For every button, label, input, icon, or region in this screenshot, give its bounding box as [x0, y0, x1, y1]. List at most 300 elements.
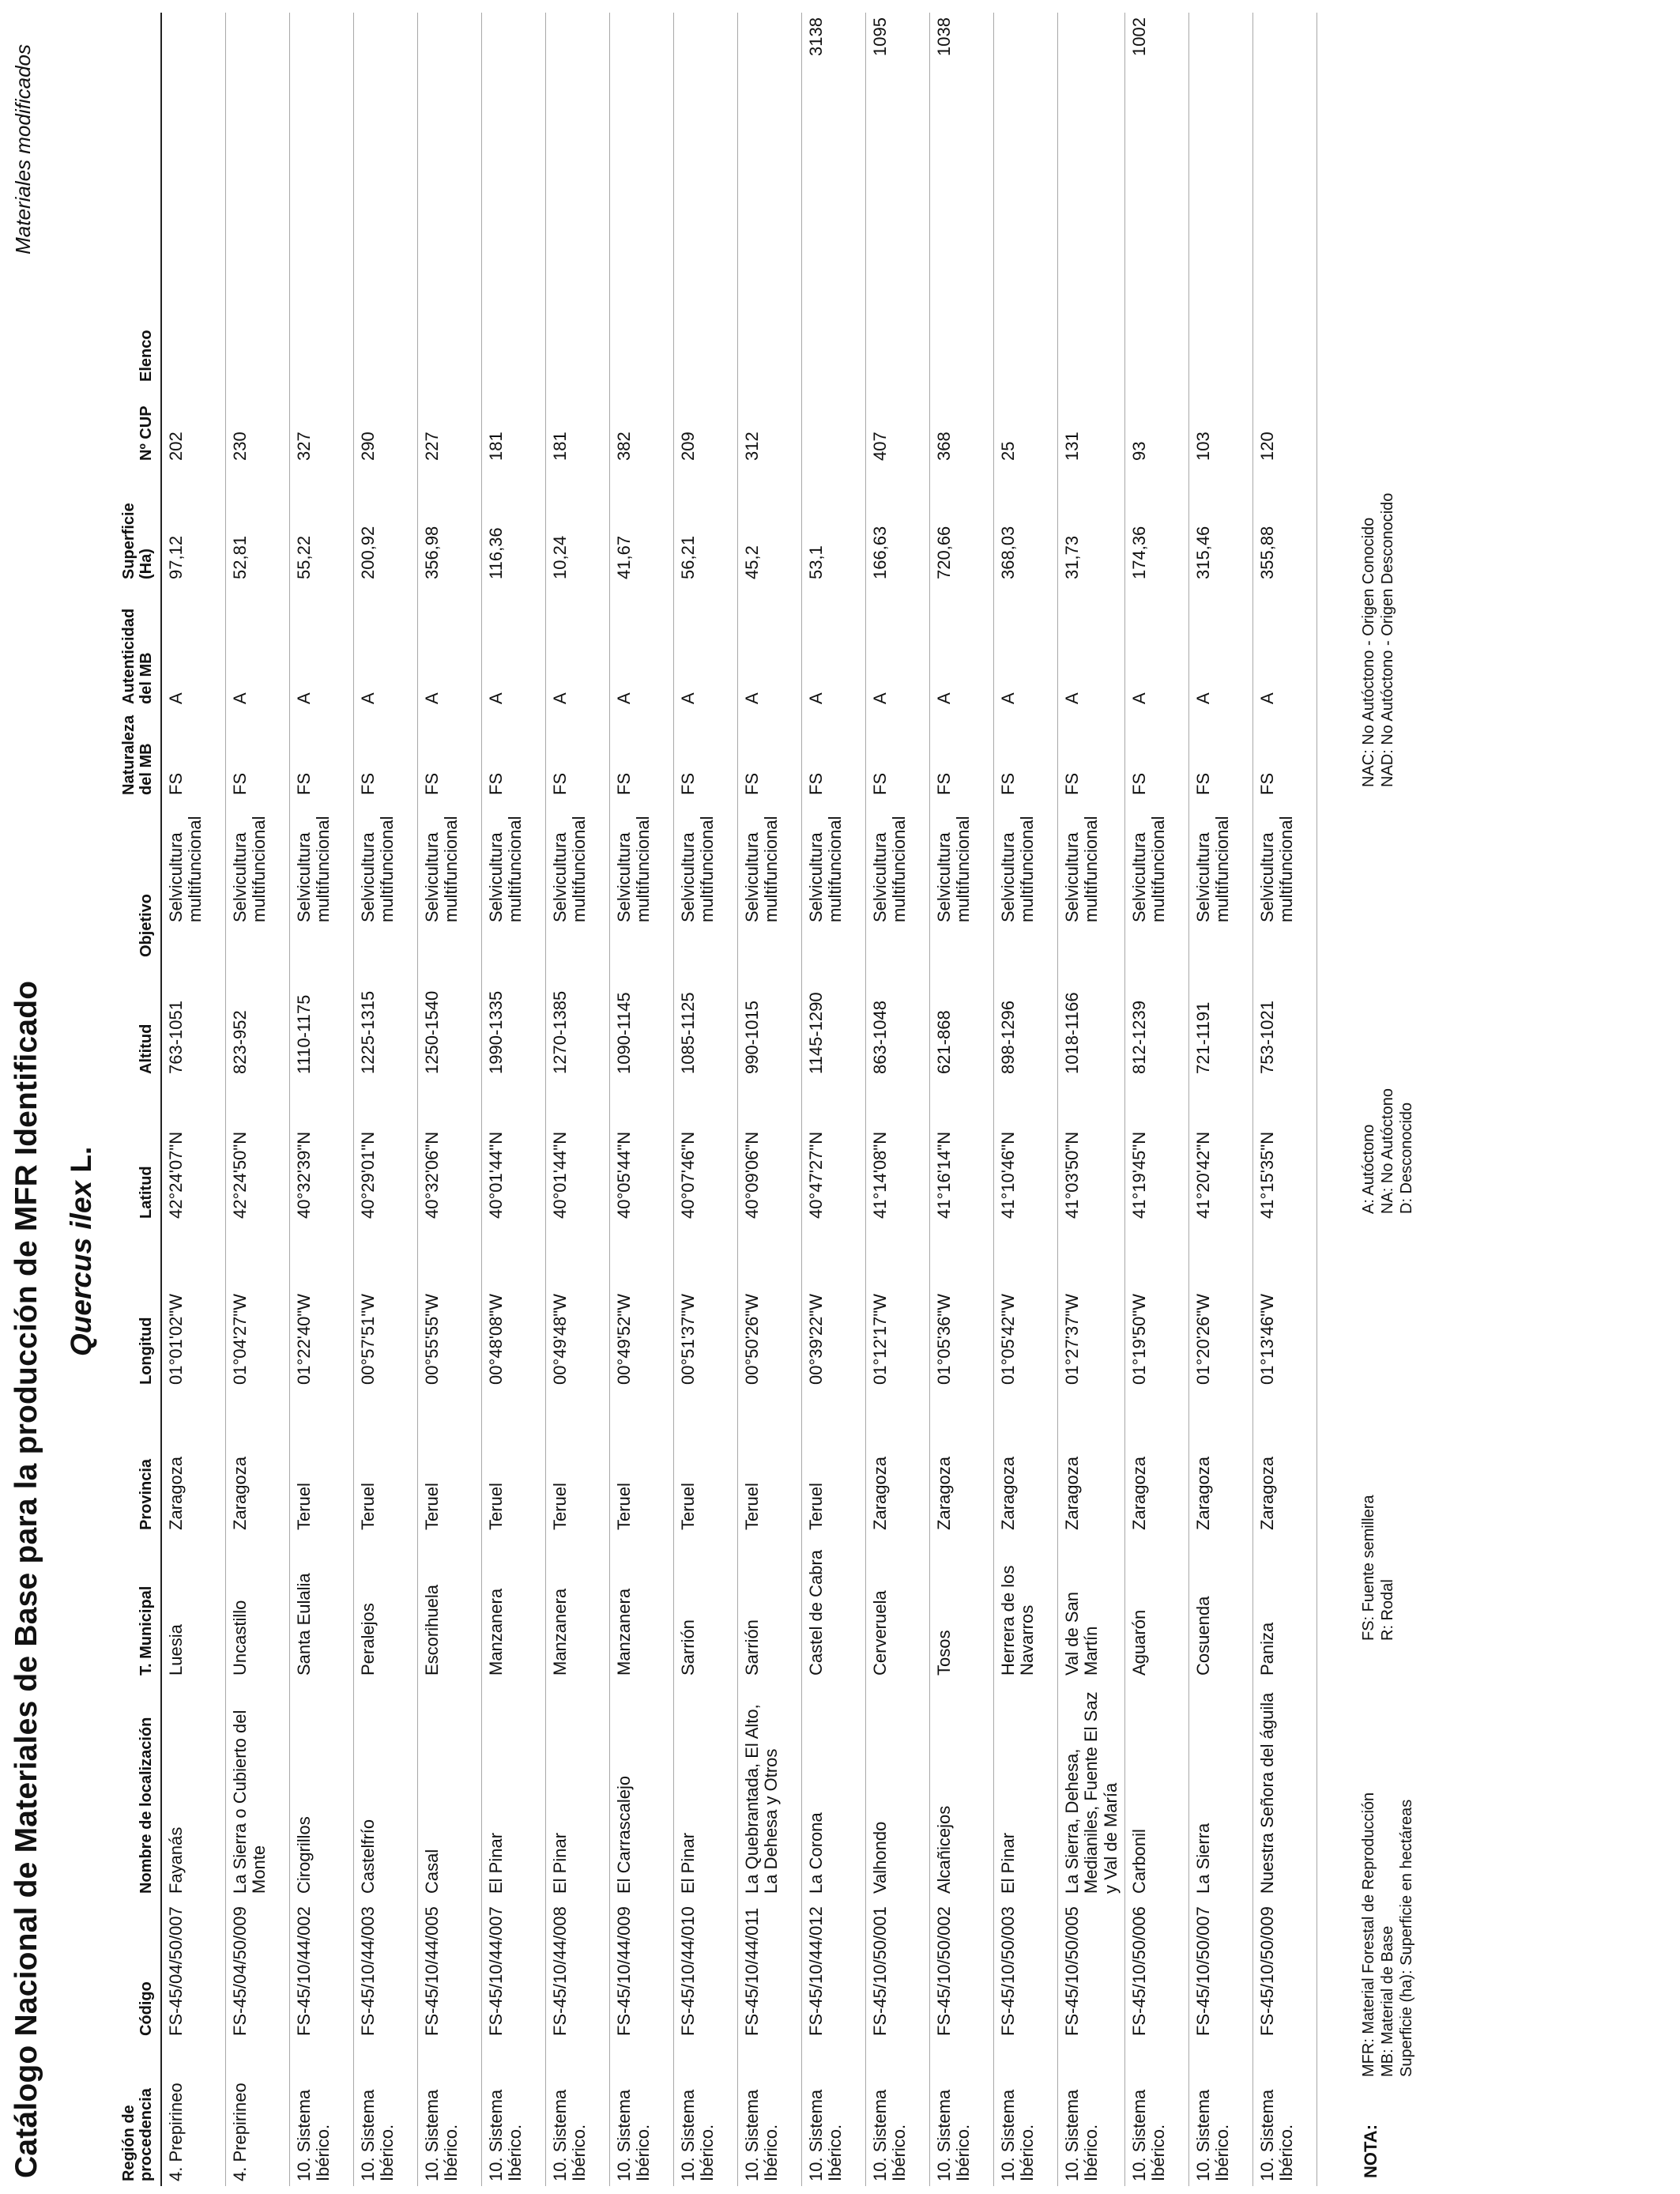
notes-group-authenticity — [1359, 1088, 1416, 1214]
col-header-elenco: Elenco — [119, 13, 161, 386]
province-cell: Teruel — [353, 1389, 417, 1535]
nature-cell: FS — [1057, 709, 1124, 800]
objective-cell: Selvicultura multifuncional — [1057, 800, 1124, 962]
col-header-region: Región de procedencia — [119, 2041, 161, 2186]
nature-cell: FS — [993, 709, 1057, 800]
notes-group-abbreviations — [1359, 1793, 1416, 2077]
latitude-cell: 40°47'27"N — [801, 1079, 865, 1223]
cup-cell: 368 — [929, 386, 993, 466]
notes-group-origin — [1359, 493, 1397, 787]
nature-cell: FS — [737, 709, 801, 800]
elenco-cell: 1095 — [865, 13, 929, 386]
page-title: Catálogo Nacional de Materiales de Base para la producción de MFR Identificado — [9, 980, 43, 2178]
longitude-cell: 00°49'52"W — [609, 1223, 673, 1389]
col-header-authenticity: Autenticidad del MB — [119, 584, 161, 709]
latitude-cell: 40°32'39"N — [289, 1079, 353, 1223]
nature-cell: FS — [1124, 709, 1188, 800]
surface-cell: 10,24 — [545, 466, 609, 584]
code-cell: FS-45/04/50/007 — [161, 1898, 226, 2041]
altitude-cell: 1270-1385 — [545, 962, 609, 1079]
species-name: Quercus ilex — [65, 1180, 97, 1356]
table-header — [119, 13, 161, 2186]
cup-cell: 382 — [609, 386, 673, 466]
species-heading — [65, 1147, 98, 1356]
altitude-cell: 621-868 — [929, 962, 993, 1079]
authenticity-cell: A — [1124, 584, 1188, 709]
longitude-cell: 00°57'51"W — [353, 1223, 417, 1389]
elenco-cell — [1252, 13, 1317, 386]
region-cell: 10. Sistema Ibérico. — [609, 2041, 673, 2186]
note-line: MFR: Material Forestal de Reproducción — [1360, 1792, 1377, 2077]
notes-group-nature — [1359, 1495, 1397, 1641]
col-header-longitude: Longitud — [119, 1223, 161, 1389]
cup-cell: 181 — [481, 386, 545, 466]
altitude-cell: 823-952 — [225, 962, 289, 1079]
region-cell: 10. Sistema Ibérico. — [993, 2041, 1057, 2186]
cup-cell: 227 — [417, 386, 481, 466]
table-row — [993, 13, 1057, 2186]
latitude-cell: 42°24'50"N — [225, 1079, 289, 1223]
objective-cell: Selvicultura multifuncional — [1252, 800, 1317, 962]
table-row — [1124, 13, 1188, 2186]
province-cell: Zaragoza — [1124, 1389, 1188, 1535]
location-name-cell: El Pinar — [673, 1680, 737, 1898]
location-name-cell: Casal — [417, 1680, 481, 1898]
nature-cell: FS — [865, 709, 929, 800]
elenco-cell — [481, 13, 545, 386]
cup-cell: 181 — [545, 386, 609, 466]
location-name-cell: La Corona — [801, 1680, 865, 1898]
longitude-cell: 01°19'50"W — [1124, 1223, 1188, 1389]
table-row — [161, 13, 226, 2186]
municipality-cell: Peralejos — [353, 1535, 417, 1680]
altitude-cell: 812-1239 — [1124, 962, 1188, 1079]
objective-cell: Selvicultura multifuncional — [161, 800, 226, 962]
authenticity-cell: A — [1188, 584, 1252, 709]
elenco-cell — [993, 13, 1057, 386]
table-row — [1188, 13, 1252, 2186]
longitude-cell: 01°05'42"W — [993, 1223, 1057, 1389]
latitude-cell: 41°03'50"N — [1057, 1079, 1124, 1223]
province-cell: Teruel — [673, 1389, 737, 1535]
authenticity-cell: A — [673, 584, 737, 709]
note-line: MB: Material de Base — [1379, 1925, 1396, 2077]
longitude-cell: 00°51'37"W — [673, 1223, 737, 1389]
code-cell: FS-45/10/50/009 — [1252, 1898, 1317, 2041]
note-line: NA: No Autóctono — [1379, 1088, 1396, 1214]
authenticity-cell: A — [481, 584, 545, 709]
code-cell: FS-45/10/44/011 — [737, 1898, 801, 2041]
elenco-cell — [225, 13, 289, 386]
authenticity-cell: A — [993, 584, 1057, 709]
objective-cell: Selvicultura multifuncional — [417, 800, 481, 962]
table-row — [801, 13, 865, 2186]
objective-cell: Selvicultura multifuncional — [1124, 800, 1188, 962]
nature-cell: FS — [609, 709, 673, 800]
authenticity-cell: A — [865, 584, 929, 709]
region-cell: 10. Sistema Ibérico. — [929, 2041, 993, 2186]
municipality-cell: Escorihuela — [417, 1535, 481, 1680]
elenco-cell: 1038 — [929, 13, 993, 386]
latitude-cell: 41°19'45"N — [1124, 1079, 1188, 1223]
location-name-cell: Carbonil — [1124, 1680, 1188, 1898]
surface-cell: 97,12 — [161, 466, 226, 584]
code-cell: FS-45/10/44/009 — [609, 1898, 673, 2041]
nature-cell: FS — [1252, 709, 1317, 800]
longitude-cell: 00°55'55"W — [417, 1223, 481, 1389]
latitude-cell: 40°29'01"N — [353, 1079, 417, 1223]
altitude-cell: 863-1048 — [865, 962, 929, 1079]
province-cell: Zaragoza — [993, 1389, 1057, 1535]
table-row — [673, 13, 737, 2186]
code-cell: FS-45/10/44/012 — [801, 1898, 865, 2041]
region-cell: 10. Sistema Ibérico. — [481, 2041, 545, 2186]
elenco-cell: 1002 — [1124, 13, 1188, 386]
altitude-cell: 1110-1175 — [289, 962, 353, 1079]
municipality-cell: Sarrión — [737, 1535, 801, 1680]
location-name-cell: Cirogrillos — [289, 1680, 353, 1898]
note-line: A: Autóctono — [1360, 1124, 1377, 1214]
authenticity-cell: A — [737, 584, 801, 709]
region-cell: 10. Sistema Ibérico. — [673, 2041, 737, 2186]
surface-cell: 174,36 — [1124, 466, 1188, 584]
latitude-cell: 40°09'06"N — [737, 1079, 801, 1223]
location-name-cell: Alcañicejos — [929, 1680, 993, 1898]
altitude-cell: 763-1051 — [161, 962, 226, 1079]
location-name-cell: El Pinar — [545, 1680, 609, 1898]
note-line: D: Desconocido — [1398, 1102, 1415, 1214]
objective-cell: Selvicultura multifuncional — [1188, 800, 1252, 962]
code-cell: FS-45/10/44/005 — [417, 1898, 481, 2041]
table-row — [225, 13, 289, 2186]
municipality-cell: Manzanera — [545, 1535, 609, 1680]
note-line: R: Rodal — [1379, 1579, 1396, 1641]
authenticity-cell: A — [609, 584, 673, 709]
authenticity-cell: A — [161, 584, 226, 709]
province-cell: Zaragoza — [929, 1389, 993, 1535]
cup-cell: 230 — [225, 386, 289, 466]
col-header-province: Provincia — [119, 1389, 161, 1535]
municipality-cell: Uncastillo — [225, 1535, 289, 1680]
altitude-cell: 1145-1290 — [801, 962, 865, 1079]
authenticity-cell: A — [929, 584, 993, 709]
location-name-cell: La Sierra — [1188, 1680, 1252, 1898]
longitude-cell: 01°22'40"W — [289, 1223, 353, 1389]
latitude-cell: 40°01'44"N — [545, 1079, 609, 1223]
cup-cell: 202 — [161, 386, 226, 466]
cup-cell: 312 — [737, 386, 801, 466]
location-name-cell: La Sierra o Cubierto del Monte — [225, 1680, 289, 1898]
altitude-cell: 753-1021 — [1252, 962, 1317, 1079]
col-header-objective: Objetivo — [119, 800, 161, 962]
col-header-cup: Nº CUP — [119, 386, 161, 466]
table-header-row — [119, 13, 161, 2186]
table-row — [737, 13, 801, 2186]
surface-cell: 31,73 — [1057, 466, 1124, 584]
objective-cell: Selvicultura multifuncional — [545, 800, 609, 962]
longitude-cell: 00°49'48"W — [545, 1223, 609, 1389]
province-cell: Teruel — [801, 1389, 865, 1535]
table-row — [609, 13, 673, 2186]
elenco-cell — [609, 13, 673, 386]
col-header-surface: Superficie (Ha) — [119, 466, 161, 584]
longitude-cell: 01°01'02"W — [161, 1223, 226, 1389]
surface-cell: 52,81 — [225, 466, 289, 584]
nature-cell: FS — [417, 709, 481, 800]
cup-cell: 327 — [289, 386, 353, 466]
province-cell: Teruel — [417, 1389, 481, 1535]
notes-label: NOTA: — [1361, 2124, 1381, 2178]
elenco-cell — [161, 13, 226, 386]
elenco-cell — [289, 13, 353, 386]
altitude-cell: 721-1191 — [1188, 962, 1252, 1079]
objective-cell: Selvicultura multifuncional — [993, 800, 1057, 962]
table-row — [1057, 13, 1124, 2186]
cup-cell — [801, 386, 865, 466]
location-name-cell: El Pinar — [481, 1680, 545, 1898]
cup-cell: 120 — [1252, 386, 1317, 466]
region-cell: 10. Sistema Ibérico. — [545, 2041, 609, 2186]
location-name-cell: La Sierra, Dehesa, Medianiles, Fuente El Saz y Val de María — [1057, 1680, 1124, 1898]
code-cell: FS-45/10/50/005 — [1057, 1898, 1124, 2041]
elenco-cell — [353, 13, 417, 386]
province-cell: Teruel — [289, 1389, 353, 1535]
cup-cell: 25 — [993, 386, 1057, 466]
longitude-cell: 00°48'08"W — [481, 1223, 545, 1389]
authenticity-cell: A — [289, 584, 353, 709]
table-row — [865, 13, 929, 2186]
latitude-cell: 40°07'46"N — [673, 1079, 737, 1223]
location-name-cell: Nuestra Señora del águila — [1252, 1680, 1317, 1898]
code-cell: FS-45/10/44/002 — [289, 1898, 353, 2041]
code-cell: FS-45/10/50/001 — [865, 1898, 929, 2041]
nature-cell: FS — [673, 709, 737, 800]
authenticity-cell: A — [225, 584, 289, 709]
authenticity-cell: A — [417, 584, 481, 709]
province-cell: Zaragoza — [865, 1389, 929, 1535]
region-cell: 10. Sistema Ibérico. — [865, 2041, 929, 2186]
municipality-cell: Manzanera — [481, 1535, 545, 1680]
elenco-cell — [1188, 13, 1252, 386]
altitude-cell: 1990-1335 — [481, 962, 545, 1079]
surface-cell: 355,88 — [1252, 466, 1317, 584]
location-name-cell: Fayanás — [161, 1680, 226, 1898]
note-line: Superficie (ha): Superficie en hectáreas — [1398, 1799, 1415, 2077]
table-row — [929, 13, 993, 2186]
region-cell: 10. Sistema Ibérico. — [1124, 2041, 1188, 2186]
location-name-cell: El Pinar — [993, 1680, 1057, 1898]
objective-cell: Selvicultura multifuncional — [481, 800, 545, 962]
cup-cell: 407 — [865, 386, 929, 466]
elenco-cell: 3138 — [801, 13, 865, 386]
altitude-cell: 1018-1166 — [1057, 962, 1124, 1079]
table-row — [289, 13, 353, 2186]
latitude-cell: 41°10'46"N — [993, 1079, 1057, 1223]
cup-cell: 131 — [1057, 386, 1124, 466]
longitude-cell: 00°39'22"W — [801, 1223, 865, 1389]
code-cell: FS-45/10/44/008 — [545, 1898, 609, 2041]
surface-cell: 166,63 — [865, 466, 929, 584]
province-cell: Teruel — [737, 1389, 801, 1535]
altitude-cell: 1250-1540 — [417, 962, 481, 1079]
municipality-cell: Cerveruela — [865, 1535, 929, 1680]
table-row — [481, 13, 545, 2186]
table-row — [545, 13, 609, 2186]
region-cell: 10. Sistema Ibérico. — [353, 2041, 417, 2186]
surface-cell: 55,22 — [289, 466, 353, 584]
note-line: NAD: No Autóctono - Origen Desconocido — [1379, 492, 1396, 787]
province-cell: Zaragoza — [161, 1389, 226, 1535]
cup-cell: 103 — [1188, 386, 1252, 466]
elenco-cell — [1057, 13, 1124, 386]
table-row — [353, 13, 417, 2186]
authenticity-cell: A — [545, 584, 609, 709]
surface-cell: 315,46 — [1188, 466, 1252, 584]
latitude-cell: 40°01'44"N — [481, 1079, 545, 1223]
latitude-cell: 41°20'42"N — [1188, 1079, 1252, 1223]
col-header-municipality: T. Municipal — [119, 1535, 161, 1680]
altitude-cell: 990-1015 — [737, 962, 801, 1079]
latitude-cell: 42°24'07"N — [161, 1079, 226, 1223]
nature-cell: FS — [545, 709, 609, 800]
elenco-cell — [673, 13, 737, 386]
altitude-cell: 1090-1145 — [609, 962, 673, 1079]
location-name-cell: El Carrascalejo — [609, 1680, 673, 1898]
altitude-cell: 1225-1315 — [353, 962, 417, 1079]
elenco-cell — [417, 13, 481, 386]
col-header-location-name: Nombre de localización — [119, 1680, 161, 1898]
authenticity-cell: A — [801, 584, 865, 709]
col-header-latitude: Latitud — [119, 1079, 161, 1223]
location-name-cell: Castelfrío — [353, 1680, 417, 1898]
province-cell: Teruel — [609, 1389, 673, 1535]
materials-table — [119, 13, 1317, 2186]
notes-section — [1359, 281, 1470, 2178]
code-cell: FS-45/04/50/009 — [225, 1898, 289, 2041]
elenco-cell — [737, 13, 801, 386]
region-cell: 10. Sistema Ibérico. — [1057, 2041, 1124, 2186]
longitude-cell: 01°27'37"W — [1057, 1223, 1124, 1389]
cup-cell: 93 — [1124, 386, 1188, 466]
objective-cell: Selvicultura multifuncional — [353, 800, 417, 962]
nature-cell: FS — [929, 709, 993, 800]
municipality-cell: Tosos — [929, 1535, 993, 1680]
location-name-cell: La Quebrantada, El Alto, La Dehesa y Otros — [737, 1680, 801, 1898]
region-cell: 10. Sistema Ibérico. — [1252, 2041, 1317, 2186]
municipality-cell: Luesia — [161, 1535, 226, 1680]
longitude-cell: 01°04'27"W — [225, 1223, 289, 1389]
objective-cell: Selvicultura multifuncional — [673, 800, 737, 962]
objective-cell: Selvicultura multifuncional — [609, 800, 673, 962]
col-header-nature: Naturaleza del MB — [119, 709, 161, 800]
latitude-cell: 40°05'44"N — [609, 1079, 673, 1223]
nature-cell: FS — [289, 709, 353, 800]
municipality-cell: Paniza — [1252, 1535, 1317, 1680]
note-line: FS: Fuente semillera — [1360, 1495, 1377, 1641]
region-cell: 10. Sistema Ibérico. — [801, 2041, 865, 2186]
longitude-cell: 00°50'26"W — [737, 1223, 801, 1389]
altitude-cell: 1085-1125 — [673, 962, 737, 1079]
surface-cell: 368,03 — [993, 466, 1057, 584]
note-line: NAC: No Autóctono - Origen Conocido — [1360, 517, 1377, 787]
municipality-cell: Aguarón — [1124, 1535, 1188, 1680]
province-cell: Teruel — [481, 1389, 545, 1535]
objective-cell: Selvicultura multifuncional — [737, 800, 801, 962]
surface-cell: 356,98 — [417, 466, 481, 584]
region-cell: 10. Sistema Ibérico. — [1188, 2041, 1252, 2186]
latitude-cell: 40°32'06"N — [417, 1079, 481, 1223]
col-header-code: Código — [119, 1898, 161, 2041]
surface-cell: 200,92 — [353, 466, 417, 584]
province-cell: Zaragoza — [1057, 1389, 1124, 1535]
latitude-cell: 41°14'08"N — [865, 1079, 929, 1223]
longitude-cell: 01°13'46"W — [1252, 1223, 1317, 1389]
surface-cell: 45,2 — [737, 466, 801, 584]
region-cell: 10. Sistema Ibérico. — [289, 2041, 353, 2186]
objective-cell: Selvicultura multifuncional — [929, 800, 993, 962]
surface-cell: 720,66 — [929, 466, 993, 584]
code-cell: FS-45/10/50/003 — [993, 1898, 1057, 2041]
authenticity-cell: A — [353, 584, 417, 709]
municipality-cell: Manzanera — [609, 1535, 673, 1680]
municipality-cell: Castel de Cabra — [801, 1535, 865, 1680]
col-header-altitude: Altitud — [119, 962, 161, 1079]
location-name-cell: Valhondo — [865, 1680, 929, 1898]
surface-cell: 53,1 — [801, 466, 865, 584]
surface-cell: 56,21 — [673, 466, 737, 584]
code-cell: FS-45/10/44/007 — [481, 1898, 545, 2041]
surface-cell: 116,36 — [481, 466, 545, 584]
municipality-cell: Cosuenda — [1188, 1535, 1252, 1680]
nature-cell: FS — [1188, 709, 1252, 800]
longitude-cell: 01°12'17"W — [865, 1223, 929, 1389]
table-row — [1252, 13, 1317, 2186]
code-cell: FS-45/10/50/002 — [929, 1898, 993, 2041]
code-cell: FS-45/10/44/010 — [673, 1898, 737, 2041]
code-cell: FS-45/10/50/006 — [1124, 1898, 1188, 2041]
authenticity-cell: A — [1252, 584, 1317, 709]
cup-cell: 209 — [673, 386, 737, 466]
municipality-cell: Herrera de los Navarros — [993, 1535, 1057, 1680]
municipality-cell: Santa Eulalia — [289, 1535, 353, 1680]
objective-cell: Selvicultura multifuncional — [801, 800, 865, 962]
page-note: Materiales modificados — [11, 44, 35, 254]
code-cell: FS-45/10/44/003 — [353, 1898, 417, 2041]
municipality-cell: Sarrión — [673, 1535, 737, 1680]
latitude-cell: 41°15'35"N — [1252, 1079, 1317, 1223]
region-cell: 4. Prepirineo — [161, 2041, 226, 2186]
objective-cell: Selvicultura multifuncional — [865, 800, 929, 962]
objective-cell: Selvicultura multifuncional — [225, 800, 289, 962]
cup-cell: 290 — [353, 386, 417, 466]
surface-cell: 41,67 — [609, 466, 673, 584]
nature-cell: FS — [225, 709, 289, 800]
latitude-cell: 41°16'14"N — [929, 1079, 993, 1223]
species-author: L. — [65, 1146, 97, 1173]
province-cell: Teruel — [545, 1389, 609, 1535]
nature-cell: FS — [481, 709, 545, 800]
nature-cell: FS — [801, 709, 865, 800]
region-cell: 10. Sistema Ibérico. — [417, 2041, 481, 2186]
province-cell: Zaragoza — [1252, 1389, 1317, 1535]
municipality-cell: Val de San Martín — [1057, 1535, 1124, 1680]
longitude-cell: 01°05'36"W — [929, 1223, 993, 1389]
table-body — [161, 13, 1317, 2186]
region-cell: 10. Sistema Ibérico. — [737, 2041, 801, 2186]
nature-cell: FS — [161, 709, 226, 800]
nature-cell: FS — [353, 709, 417, 800]
elenco-cell — [545, 13, 609, 386]
